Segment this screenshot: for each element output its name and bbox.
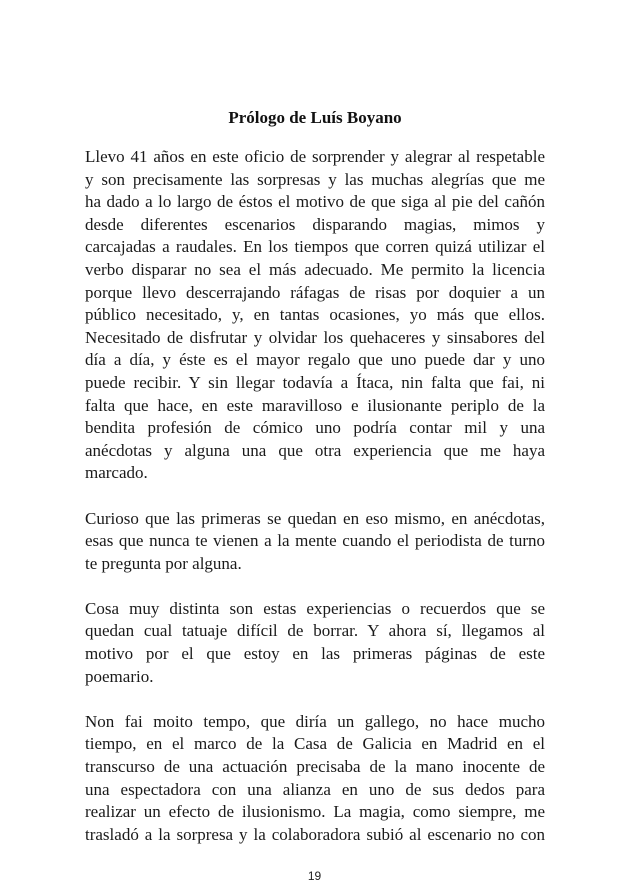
text-line: Curioso que las primeras se quedan en eso mismo, en anécdotas, <box>85 508 545 528</box>
paragraph <box>85 711 545 847</box>
text-line: carcajadas a raudales. En los tiempos que corren quizá utilizar el <box>85 237 545 257</box>
text-line: público necesitado, y, en tantas ocasiones, yo más que ellos. <box>85 305 545 325</box>
text-line: ha dado a lo largo de éstos el motivo de que siga al pie del cañón <box>85 192 545 212</box>
text-line: porque llevo descerrajando ráfagas de risas por doquier a un <box>85 282 545 302</box>
text-line: Necesitado de disfrutar y olvidar los quehaceres y sinsabores del <box>85 327 545 347</box>
text-line: y son precisamente las sorpresas y las muchas alegrías que me <box>85 169 545 189</box>
text-line: realizar un efecto de ilusionismo. La magia, como siempre, me <box>85 802 545 822</box>
text-line: Llevo 41 años en este oficio de sorprender y alegrar al respetable <box>85 147 545 166</box>
text-line: motivo por el que estoy en las primeras páginas de este <box>85 644 545 664</box>
text-line: falta que hace, en este maravilloso e ilusionante periplo de la <box>85 395 545 415</box>
text-line: día a día, y éste es el mayor regalo que uno puede dar y uno <box>85 350 545 370</box>
text-line: Cosa muy distinta son estas experiencias o recuerdos que se <box>85 598 545 618</box>
text-line: Non fai moito tempo, que diría un gallego, no hace mucho <box>85 711 545 731</box>
text-line: transcurso de una actuación precisaba de la mano inocente de <box>85 757 545 777</box>
text-line: anécdotas y alguna una que otra experiencia que me haya <box>85 440 545 460</box>
text-line: bendita profesión de cómico uno podría contar mil y una <box>85 418 545 438</box>
text-line: te pregunta por alguna. <box>85 553 242 573</box>
text-line: verbo disparar no sea el más adecuado. Me permito la licencia <box>85 259 545 279</box>
text-line: puede recibir. Y sin llegar todavía a Ítaca, nin falta que fai, ni <box>85 372 545 392</box>
text-line: quedan cual tatuaje difícil de borrar. Y ahora sí, llegamos al <box>85 621 545 641</box>
text-line: trasladó a la sorpresa y la colaboradora subió al escenario no con <box>85 824 545 844</box>
paragraph <box>85 508 545 576</box>
text-line: esas que nunca te vienen a la mente cuando el periodista de turno <box>85 531 545 551</box>
text-line: una espectadora con una alianza en uno de sus dedos para <box>85 779 545 799</box>
paragraph <box>85 146 545 485</box>
text-line: tiempo, en el marco de la Casa de Galicia en Madrid en el <box>85 734 545 754</box>
chapter-title: Prólogo de Luís Boyano <box>228 108 402 127</box>
text-line: marcado. <box>85 463 148 483</box>
text-line: poemario. <box>85 666 154 686</box>
page-number: 19 <box>307 869 322 884</box>
text-line: desde diferentes escenarios disparando magias, mimos y <box>85 214 545 234</box>
paragraph <box>85 598 545 688</box>
body-text <box>85 146 545 846</box>
